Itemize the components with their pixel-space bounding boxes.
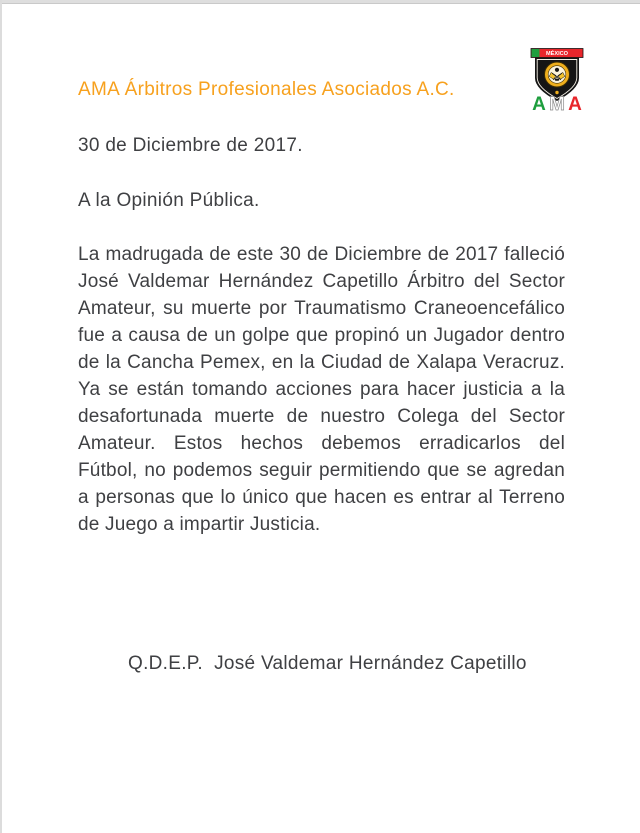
salutation-line: A la Opinión Pública.	[78, 190, 260, 211]
acronym-letter-a2: A	[568, 94, 582, 112]
acronym-letter-a1: A	[532, 94, 546, 112]
date-line: 30 de Diciembre de 2017.	[78, 135, 303, 156]
mexico-banner	[531, 49, 583, 58]
organization-title: AMA Árbitros Profesionales Asociados A.C.	[78, 79, 455, 100]
referee-crest-icon	[528, 48, 586, 112]
closing-qdep-line: Q.D.E.P. José Valdemar Hernández Capetillo	[128, 653, 527, 674]
acronym-letter-m: M	[549, 94, 565, 112]
top-edge-divider	[0, 0, 640, 4]
ama-crest-logo	[528, 48, 586, 112]
body-paragraph: La madrugada de este 30 de Diciembre de 2017 falleció José Valdemar Hernández Capetillo Árbitro del Sector Amateur, su muerte por Traumatismo Craneoencefálico fue a causa de un golpe que propinó un Jugador dentro de la Cancha Pemex, en la Ciudad de Xalapa Veracruz. Ya se están tomando acciones para hacer justicia a la desafortunada muerte de nuestro Colega del Sector Amateur. Estos hechos debemos erradicarlos del Fútbol, no podemos seguir permitiendo que se agredan a personas que lo único que hacen es entrar al Terreno de Juego a impartir Justicia.	[78, 244, 565, 535]
banner-text: MÉXICO	[545, 51, 569, 58]
ama-acronym	[532, 94, 582, 112]
left-edge-divider	[0, 0, 2, 833]
